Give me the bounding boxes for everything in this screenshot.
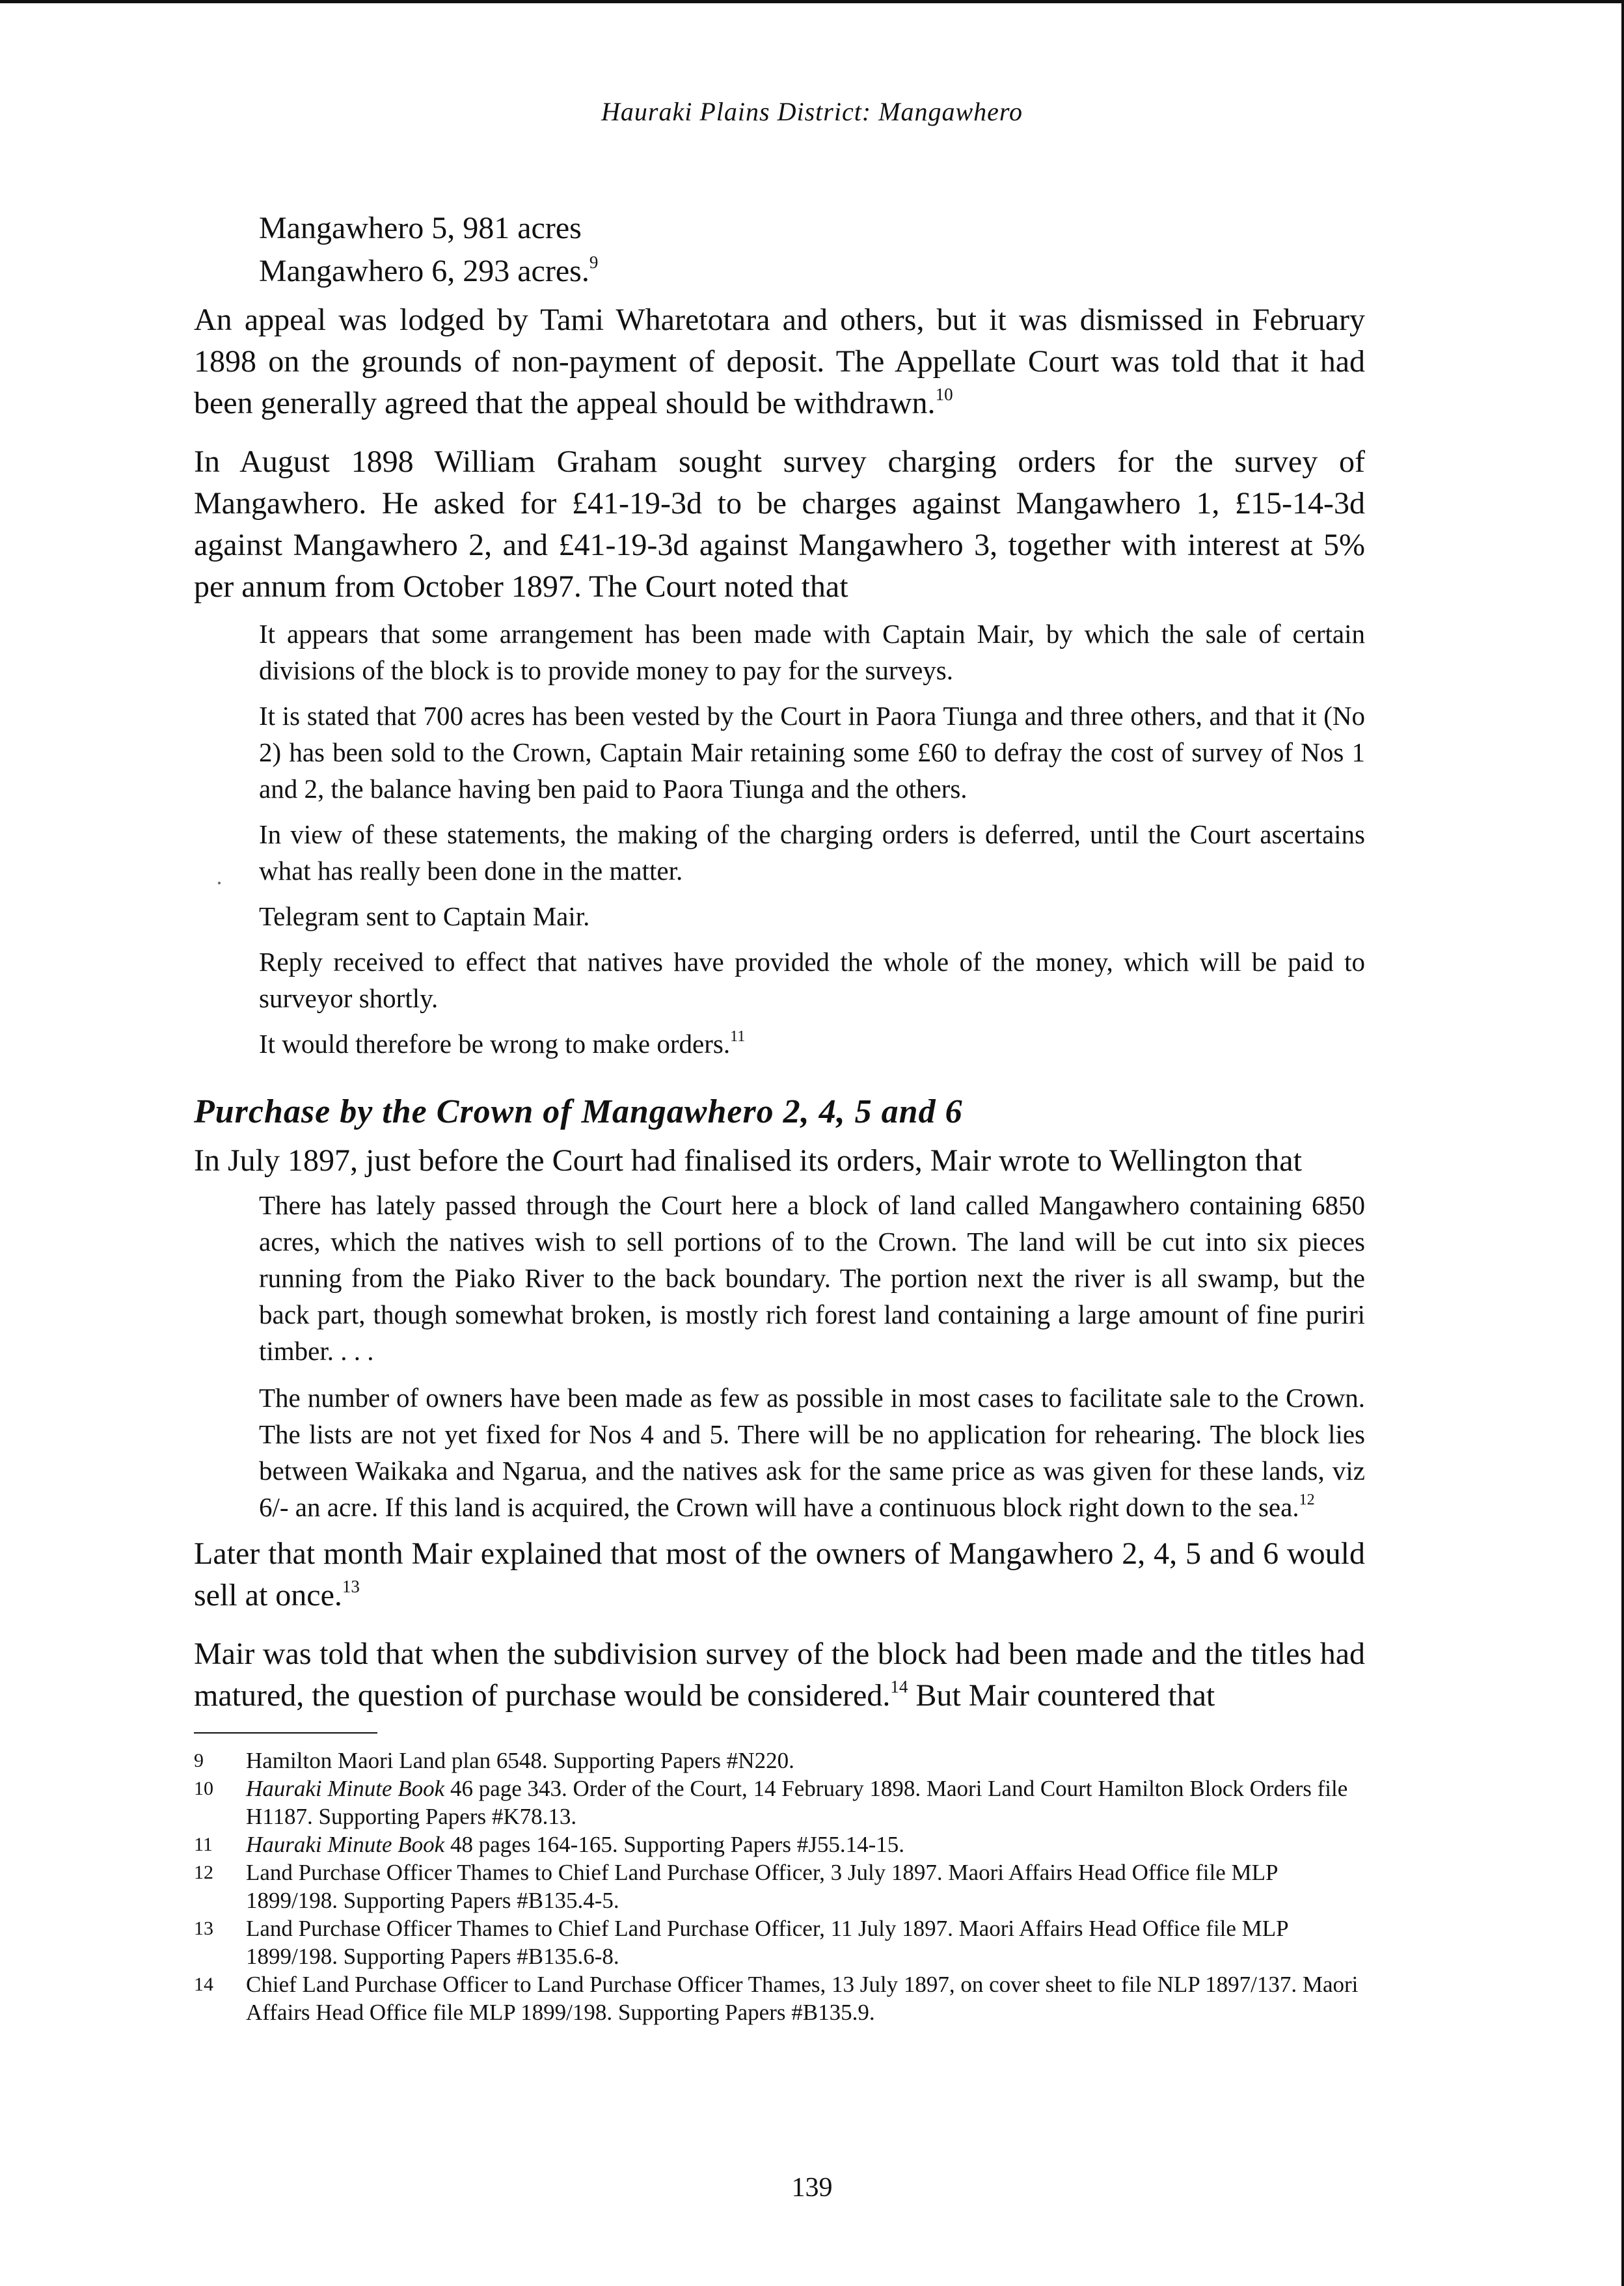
paragraph: Mair was told that when the subdivision survey of the block had been made and the titles had matured, the question of purchase would be considered.$^{14}$ But Mair countered that: [194, 1637, 1365, 1713]
page-body: [194, 207, 1365, 2026]
page-top-border: [0, 0, 1624, 3]
block-quote: The number of owners have been made as few as possible in most cases to facilitate sale to the Crown. The lists are not yet fixed for Nos 4 and 5. There will be no application for rehearing. The block lies between Waikaka and Ngarua, and the natives ask for the same price as was given for these lands, viz 6/- an acre. If this land is acquired, the Crown will have a continuous block right down to the sea.$^{12}$: [259, 1383, 1365, 1522]
block-quote: Telegram sent to Captain Mair.: [259, 901, 590, 931]
acreage-list: [194, 207, 1365, 293]
footnote-ref[interactable]: 11: [730, 1028, 746, 1045]
footnote: 14 Chief Land Purchase Officer to Land Purchase Officer Thames, 13 July 1897, on cover sheet to file NLP 1897/137. Maori Affairs Head Office file MLP 1899/198. Supporting Papers #B135.9.: [194, 1972, 1359, 2025]
footnote: 9 Hamilton Maori Land plan 6548. Supporting Papers #N220.: [194, 1748, 794, 1773]
footnote-ref[interactable]: 9: [589, 252, 599, 272]
block-quote: It would therefore be wrong to make orders.$^{11}$: [259, 1028, 746, 1059]
court-quote-block: [194, 616, 1365, 1062]
footnote: 11 Hauraki Minute Book 48 pages 164-165. Supporting Papers #J55.14-15.: [194, 1832, 904, 1857]
footnote-ref[interactable]: 12: [1299, 1491, 1315, 1508]
paragraph: In August 1898 William Graham sought survey charging orders for the survey of Mangawhero. He asked for £41-19-3d to be charges against Mangawhero 1, £15-14-3d against Mangawhero 2, and £41-19-3d against Mangawhero 3, together with interest at 5% per annum from October 1897. The Court noted that: [194, 444, 1365, 604]
mair-quote-block: [194, 1187, 1365, 1525]
footnote-number: 14: [194, 1974, 213, 1995]
list-line: Mangawhero 5, 981 acres: [259, 211, 582, 245]
footnotes: [194, 1747, 1365, 2026]
block-quote: In view of these statements, the making of the charging orders is deferred, until the Court ascertains what has really been done in the matter.: [259, 819, 1365, 886]
block-quote: It appears that some arrangement has been made with Captain Mair, by which the sale of certain divisions of the block is to provide money to pay for the surveys.: [259, 619, 1365, 685]
footnote: 13 Land Purchase Officer Thames to Chief Land Purchase Officer, 11 July 1897. Maori Affairs Head Office file MLP 1899/198. Supporting Papers #B135.6-8.: [194, 1916, 1288, 1969]
paragraph: An appeal was lodged by Tami Wharetotara and others, but it was dismissed in February 1898 on the grounds of non-payment of deposit. The Appellate Court was told that it had been generally agreed that the appeal should be withdrawn.$^{10}$: [194, 303, 1365, 420]
scan-speck: [218, 882, 221, 884]
footnote-number: 10: [194, 1778, 213, 1799]
footnote-ref[interactable]: 10: [935, 385, 953, 404]
running-head: Hauraki Plains District: Mangawhero: [601, 97, 1023, 126]
block-quote: There has lately passed through the Court here a block of land called Mangawhero containing 6850 acres, which the natives wish to sell portions of to the Crown. The land will be cut into six pieces running from the Piako River to the back boundary. The portion next the river is all swamp, but the back part, though somewhat broken, is mostly rich forest land containing a large amount of fine puriri timber. . . .: [259, 1190, 1365, 1366]
page-number: 139: [791, 2173, 833, 2203]
list-line: Mangawhero 6, 293 acres.$^9$: [259, 252, 599, 288]
footnote-number: 11: [194, 1834, 213, 1855]
footnote-ref[interactable]: 14: [890, 1677, 908, 1696]
paragraph: In July 1897, just before the Court had finalised its orders, Mair wrote to Wellington that: [194, 1143, 1302, 1178]
footnote: 12 Land Purchase Officer Thames to Chief Land Purchase Officer, 3 July 1897. Maori Affairs Head Office file MLP 1899/198. Supporting Papers #B135.4-5.: [194, 1860, 1278, 1913]
footnote-number: 9: [194, 1750, 204, 1771]
block-quote: Reply received to effect that natives have provided the whole of the money, which will be paid to surveyor shortly.: [259, 947, 1365, 1013]
paragraph: Later that month Mair explained that most of the owners of Mangawhero 2, 4, 5 and 6 would sell at once.$^{13}$: [194, 1536, 1365, 1612]
footnote-number: 13: [194, 1918, 213, 1939]
footnote-ref[interactable]: 13: [342, 1577, 360, 1596]
footnote-rule: [194, 1732, 377, 1734]
section-heading: Purchase by the Crown of Mangawhero 2, 4, 5 and 6: [194, 1093, 963, 1130]
footnote-number: 12: [194, 1862, 213, 1883]
block-quote: It is stated that 700 acres has been vested by the Court in Paora Tiunga and three others, and that it (No 2) has been sold to the Crown, Captain Mair retaining some £60 to defray the cost of survey of Nos 1 and 2, the balance having ben paid to Paora Tiunga and the others.: [259, 701, 1365, 804]
footnote: 10 Hauraki Minute Book 46 page 343. Order of the Court, 14 February 1898. Maori Land Court Hamilton Block Orders file H1187. Supporting Papers #K78.13.: [194, 1776, 1348, 1829]
page-right-border: [1621, 0, 1624, 2286]
